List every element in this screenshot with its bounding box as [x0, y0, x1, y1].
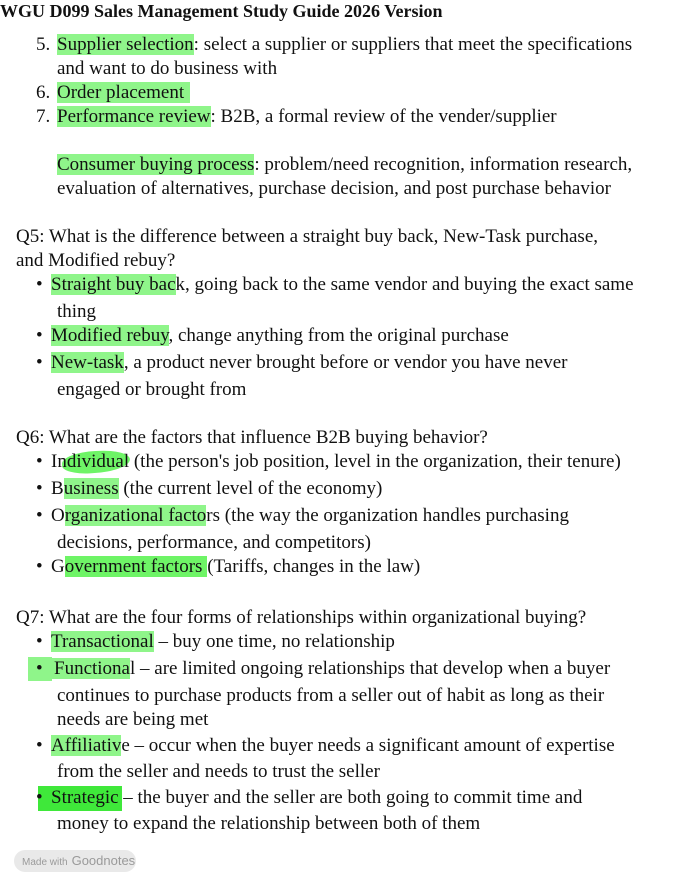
question-q7: Q7: What are the four forms of relationships within organizational buying? [16, 607, 587, 628]
highlighted-term: New-task [51, 352, 124, 373]
highlighted-term: Transactional [51, 631, 154, 652]
list-item-continuation: decisions, performance, and competitors) [57, 532, 371, 553]
question-q6: Q6: What are the factors that influence B2B buying behavior? [16, 427, 488, 448]
highlighted-term: Supplier selection [57, 34, 194, 55]
highlighted-term: Functiona [51, 658, 130, 679]
step-number: 7. [36, 106, 51, 127]
highlighted-term: Modified rebuy [51, 325, 169, 346]
list-item-continuation: needs are being met [57, 709, 209, 730]
highlighted-term: overnment factors [64, 556, 208, 577]
highlighted-term: Consumer buying process [57, 154, 255, 175]
consumer-continuation: evaluation of alternatives, purchase decision, and post purchase behavior [57, 178, 611, 199]
list-item [51, 657, 610, 681]
highlighted-term: Order placement [57, 82, 190, 103]
highlighted-term: Affiliativ [51, 735, 122, 756]
badge-prefix: Made with [22, 857, 68, 868]
list-item-initial: I [51, 451, 58, 472]
question-q5: Q5: What is the difference between a straight buy back, New-Task purchase, [16, 226, 599, 247]
step-text: : select a supplier or suppliers that meet the specifications [193, 34, 633, 55]
highlighted-term: usiness [63, 478, 119, 499]
list-item-text: – buy one time, no relationship [153, 631, 395, 652]
bullet: • [36, 658, 43, 679]
bullet: • [36, 556, 43, 577]
list-item-initial: B [51, 478, 64, 499]
bullet: • [36, 325, 43, 346]
question-q5-continuation: and Modified rebuy? [16, 250, 176, 271]
bullet: • [36, 631, 43, 652]
step-number: 6. [36, 82, 51, 103]
list-item-text: , change anything from the original purchase [168, 325, 509, 346]
list-item-text: , a product never brought before or vendor you have never [123, 352, 568, 373]
bullet: • [36, 787, 43, 808]
made-with-goodnotes-badge [14, 850, 136, 872]
consumer-text: : problem/need recognition, information research, [254, 154, 633, 175]
highlighted-term: Straight buy bac [51, 274, 176, 295]
list-item-text: – the buyer and the seller are both going to commit time and [118, 787, 583, 808]
list-item-continuation: thing [57, 301, 97, 322]
highlighted-term: Strategic [51, 787, 119, 808]
list-item [51, 734, 615, 758]
bullet: • [36, 478, 43, 499]
step-continuation: and want to do business with [57, 58, 278, 79]
consumer-line [57, 153, 632, 177]
step-number: 5. [36, 34, 51, 55]
list-item-initial: O [51, 505, 65, 526]
bullet: • [36, 735, 43, 756]
list-item [51, 450, 621, 474]
list-item-continuation: from the seller and needs to trust the seller [57, 761, 380, 782]
list-item [51, 786, 582, 810]
list-item-text: k, going back to the same vendor and buying the exact same [175, 274, 634, 295]
list-item [51, 351, 568, 375]
bullet: • [36, 505, 43, 526]
list-item-continuation: engaged or brought from [57, 379, 247, 400]
list-item [51, 273, 634, 297]
bullet: • [36, 274, 43, 295]
step-text: : B2B, a formal review of the vender/supplier [210, 106, 557, 127]
highlighted-term: rganizational facto [64, 505, 207, 526]
list-item-text: e – occur when the buyer needs a significant amount of expertise [121, 735, 615, 756]
list-item-continuation: continues to purchase products from a seller out of habit as long as their [57, 685, 605, 706]
bullet: • [36, 451, 43, 472]
list-item [51, 504, 569, 528]
step-line [57, 105, 557, 129]
highlighted-term: ndividua [57, 451, 124, 472]
list-item-text: (the current level of the economy) [118, 478, 383, 499]
list-item-continuation: money to expand the relationship between both of them [57, 813, 481, 834]
highlighted-term: Performance review [57, 106, 211, 127]
list-item-text: (Tariffs, changes in the law) [207, 556, 421, 577]
list-item-text: l – are limited ongoing relationships that develop when a buyer [130, 658, 611, 679]
step-line [57, 81, 190, 105]
step-line [57, 33, 632, 57]
list-item-text: l (the person's job position, level in the organization, their tenure) [123, 451, 621, 472]
list-item [51, 477, 382, 501]
bullet: • [36, 352, 43, 373]
list-item [51, 630, 395, 654]
list-item [51, 324, 509, 348]
list-item-text: rs (the way the organization handles purchasing [206, 505, 569, 526]
badge-brand: Goodnotes [71, 853, 136, 868]
list-item [51, 555, 420, 579]
page-title: WGU D099 Sales Management Study Guide 2026 Version [0, 1, 443, 21]
list-item-initial: G [51, 556, 65, 577]
